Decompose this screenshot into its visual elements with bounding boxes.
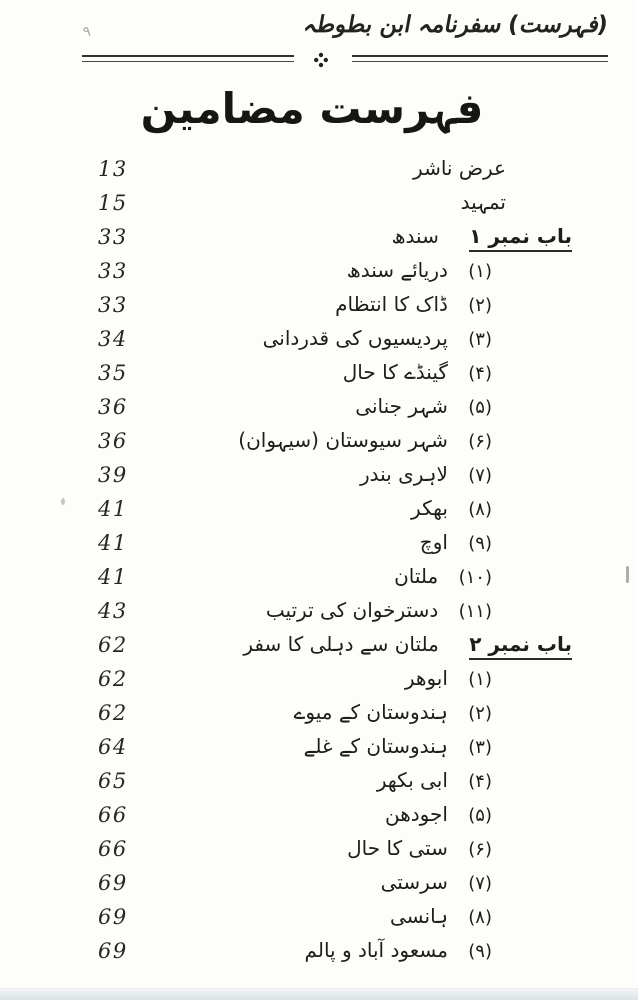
faint-corner-page-number: ۹ <box>81 23 92 41</box>
entry-title: اجودھن <box>384 802 448 826</box>
toc-page-number: 41 <box>98 497 128 521</box>
toc-row <box>0 324 638 358</box>
toc-row <box>0 800 638 834</box>
toc-row <box>0 698 638 732</box>
toc-entry <box>390 904 492 928</box>
toc-row <box>0 358 638 392</box>
toc-entry <box>394 564 492 588</box>
entry-number: (۴) <box>468 771 492 792</box>
toc-entry <box>392 224 572 248</box>
entry-title: لاہری بندر <box>359 462 448 486</box>
toc-entry <box>263 326 492 350</box>
entry-number: (۱۱) <box>458 601 492 622</box>
toc-page-number: 66 <box>98 803 128 827</box>
toc-list <box>0 154 638 970</box>
toc-row <box>0 154 638 188</box>
toc-row <box>0 868 638 902</box>
toc-page-number: 39 <box>98 463 128 487</box>
toc-entry <box>381 870 492 894</box>
toc-page-number: 69 <box>98 871 128 895</box>
toc-page-number: 36 <box>98 395 128 419</box>
entry-number: (۶) <box>468 431 492 452</box>
page-title: فہرست مضامین <box>140 84 484 133</box>
toc-row <box>0 596 638 630</box>
toc-entry <box>243 632 572 656</box>
entry-title: شہر جنانی <box>355 394 448 418</box>
entry-title: ملتان سے دہلی کا سفر <box>243 632 439 656</box>
toc-page-number: 41 <box>98 531 128 555</box>
toc-row <box>0 222 638 256</box>
toc-row <box>0 664 638 698</box>
toc-page-number: 69 <box>98 905 128 929</box>
toc-entry <box>343 360 492 384</box>
entry-title: ملتان <box>394 564 439 588</box>
entry-number: (۸) <box>468 499 492 520</box>
four-dot-ornament-icon <box>313 52 329 68</box>
toc-row <box>0 732 638 766</box>
toc-row <box>0 426 638 460</box>
entry-number: (۵) <box>468 397 492 418</box>
toc-entry <box>266 598 492 622</box>
toc-row <box>0 834 638 868</box>
entry-number: (۸) <box>468 907 492 928</box>
entry-title: دریائے سندھ <box>346 258 448 282</box>
entry-title: عرض ناشر <box>413 156 506 180</box>
toc-row <box>0 902 638 936</box>
toc-row <box>0 188 638 222</box>
toc-entry <box>420 530 492 554</box>
entry-title: شہر سیوستان (سیہوان) <box>238 428 448 452</box>
toc-page-number: 62 <box>98 701 128 725</box>
toc-entry <box>355 394 492 418</box>
toc-row <box>0 290 638 324</box>
toc-page-number: 65 <box>98 769 128 793</box>
scan-bottom-edge <box>0 988 638 1000</box>
scan-speck <box>61 498 65 505</box>
entry-title: سرستی <box>380 870 448 894</box>
toc-row <box>0 494 638 528</box>
toc-entry <box>238 428 492 452</box>
toc-row <box>0 630 638 664</box>
entry-title: ہانسی <box>390 904 448 928</box>
toc-row <box>0 528 638 562</box>
toc-entry <box>347 258 492 282</box>
entry-number: (۱) <box>468 669 492 690</box>
toc-page-number: 41 <box>98 565 128 589</box>
entry-title: گینڈے کا حال <box>342 360 448 384</box>
toc-page-number: 15 <box>98 191 128 215</box>
toc-entry <box>413 156 506 180</box>
chapter-label: باب نمبر ۱ <box>469 224 572 252</box>
header-double-rule-right <box>352 55 608 62</box>
toc-entry <box>360 462 492 486</box>
toc-row <box>0 766 638 800</box>
toc-row <box>0 460 638 494</box>
entry-number: (۳) <box>468 329 492 350</box>
entry-number: (۱) <box>468 261 492 282</box>
entry-title: دسترخوان کی ترتیب <box>265 598 439 622</box>
toc-row <box>0 936 638 970</box>
toc-entry <box>304 734 492 758</box>
toc-page-number: 35 <box>98 361 128 385</box>
toc-entry <box>405 666 492 690</box>
entry-number: (۱۰) <box>458 567 492 588</box>
entry-title: اوچ <box>419 530 448 554</box>
entry-title: تمہید <box>460 190 506 214</box>
toc-page-number: 34 <box>98 327 128 351</box>
toc-page-number: 33 <box>98 293 128 317</box>
toc-page-number: 64 <box>98 735 128 759</box>
entry-number: (۲) <box>468 295 492 316</box>
entry-title: ابوھر <box>404 666 448 690</box>
entry-title: سندھ <box>391 224 439 248</box>
toc-entry <box>347 836 492 860</box>
entry-number: (۶) <box>468 839 492 860</box>
entry-title: ہندوستان کے غلے <box>303 734 448 758</box>
entry-number: (۳) <box>468 737 492 758</box>
toc-entry <box>335 292 492 316</box>
running-header-book-title: (فہرست) سفرنامہ ابن بطوطہ <box>300 12 609 38</box>
scan-edge-smudge <box>626 566 629 583</box>
toc-entry <box>305 938 492 962</box>
toc-entry <box>411 496 492 520</box>
toc-page-number: 62 <box>98 633 128 657</box>
toc-page-number: 62 <box>98 667 128 691</box>
toc-page-number: 66 <box>98 837 128 861</box>
toc-entry <box>461 190 506 214</box>
entry-number: (۲) <box>468 703 492 724</box>
entry-title: پردیسیوں کی قدردانی <box>262 326 448 350</box>
entry-title: ابی بکھر <box>376 768 448 792</box>
entry-title: ہندوستان کے میوے <box>293 700 448 724</box>
toc-entry <box>294 700 492 724</box>
toc-page-number: 13 <box>98 157 128 181</box>
toc-page-number: 33 <box>98 225 128 249</box>
entry-title: ستی کا حال <box>347 836 448 860</box>
entry-title: مسعود آباد و پالم <box>304 938 448 962</box>
entry-number: (۹) <box>468 941 492 962</box>
entry-number: (۴) <box>468 363 492 384</box>
entry-number: (۷) <box>468 465 492 486</box>
toc-page-number: 33 <box>98 259 128 283</box>
entry-number: (۵) <box>468 805 492 826</box>
toc-page-number: 69 <box>98 939 128 963</box>
toc-entry <box>377 768 492 792</box>
entry-number: (۹) <box>468 533 492 554</box>
toc-row <box>0 392 638 426</box>
entry-title: بھکر <box>411 496 448 520</box>
toc-page-number: 43 <box>98 599 128 623</box>
entry-number: (۷) <box>468 873 492 894</box>
entry-title: ڈاک کا انتظام <box>335 292 448 316</box>
chapter-label: باب نمبر ۲ <box>469 632 572 660</box>
toc-entry <box>385 802 492 826</box>
toc-row <box>0 256 638 290</box>
toc-row <box>0 562 638 596</box>
toc-page-number: 36 <box>98 429 128 453</box>
header-double-rule-left <box>82 55 294 62</box>
